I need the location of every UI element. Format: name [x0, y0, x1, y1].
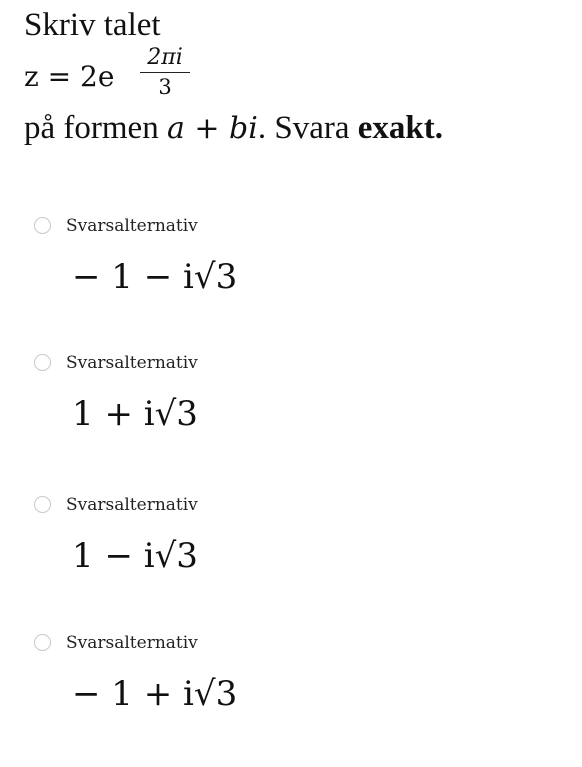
radio-button[interactable]: [34, 634, 51, 651]
exponent-numerator: 2πi: [140, 46, 190, 73]
formula-base: z = 2e: [24, 60, 115, 93]
question-title: Skriv talet: [24, 7, 161, 43]
radio-button[interactable]: [34, 217, 51, 234]
radio-button[interactable]: [34, 354, 51, 371]
radio-button[interactable]: [34, 496, 51, 513]
option-math: − 1 − i√3: [72, 257, 238, 297]
option-math: 1 + i√3: [72, 394, 198, 434]
option-label: Svarsalternativ: [66, 353, 198, 373]
question-instruction: [24, 108, 564, 149]
instruction-math: [167, 111, 258, 146]
option-label: Svarsalternativ: [66, 633, 198, 653]
option-math: 1 − i√3: [72, 536, 198, 576]
instruction-bold: exakt.: [357, 110, 443, 146]
option-label: Svarsalternativ: [66, 495, 198, 515]
question: [24, 4, 564, 149]
option-label: Svarsalternativ: [66, 216, 198, 236]
exponent-denominator: 3: [158, 75, 172, 99]
instruction-prefix: på formen: [24, 110, 167, 146]
instruction-middle: . Svara: [257, 110, 358, 146]
question-formula: [24, 46, 564, 108]
option-math: − 1 + i√3: [72, 674, 238, 714]
instruction-math-text: a + bi: [166, 111, 258, 146]
formula-exponent: [140, 46, 190, 99]
